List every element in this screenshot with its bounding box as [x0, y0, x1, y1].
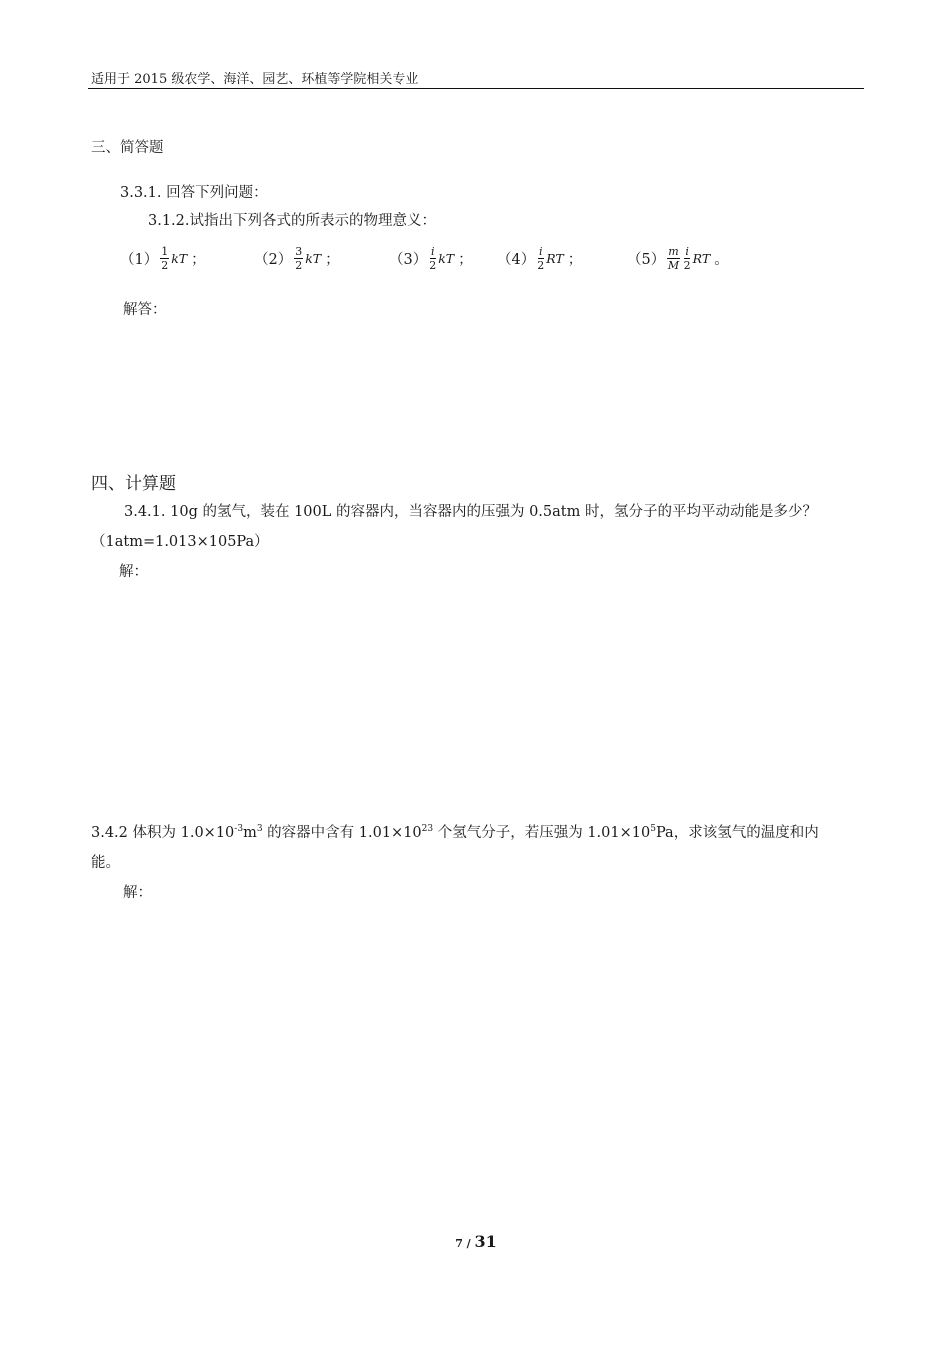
expr-item-2: （2） $\frac{3}{2}$ kT ；: [254, 245, 340, 272]
question-3-4-2-cont: 能。: [91, 855, 120, 871]
header-rule: [88, 88, 864, 89]
fraction: $\frac{1}{2}$: [161, 245, 169, 272]
expr-item-4: （4） $\frac{i}{2}$ RT ；: [497, 245, 583, 272]
answer-label: 解答：: [123, 302, 167, 318]
fraction: $\frac{3}{2}$: [295, 245, 303, 272]
solution-label-1: 解：: [119, 564, 148, 580]
question-3-4-1: 3.4.1. 10g 的氢气，装在 100L 的容器内，当容器内的压强为 0.5atm 时，氢分子的平均平动动能是多少？: [124, 504, 817, 520]
fraction: $\frac{i}{2}$: [683, 245, 691, 272]
question-3-4-1-note: （1atm=1.013×105Pa）: [91, 534, 269, 550]
expr-item-3: （3） $\frac{i}{2}$ kT ；: [389, 245, 473, 272]
question-3-4-2: 3.4.2 体积为 $1.0\times 10^{-3}m^3$ 的容器中含有 $1.01\times 10^{23}$ 个氢气分子，若压强为 $1.01\times 10^5Pa$，求该氢气的温度和内: [91, 824, 819, 841]
fraction: $\frac{i}{2}$: [429, 245, 437, 272]
question-3-3-1: 3.3.1. 回答下列问题：: [120, 185, 268, 201]
expr-item-5: （5） $\frac{m}{M}$ $\frac{i}{2}$ RT 。: [627, 245, 729, 272]
page-number: 7 / 31: [455, 1232, 497, 1251]
expr-item-1: （1） $\frac{1}{2}$ kT ；: [120, 245, 206, 272]
section-3-title: 三、简答题: [91, 140, 164, 156]
solution-label-2: 解：: [123, 885, 152, 901]
fraction: $\frac{m}{M}$: [667, 245, 680, 272]
question-3-1-2: 3.1.2.试指出下列各式的所表示的物理意义：: [148, 213, 437, 229]
section-4-title: 四、计算题: [91, 474, 176, 494]
page-header: 适用于 2015 级农学、海洋、园艺、环植等学院相关专业: [91, 72, 419, 87]
fraction: $\frac{i}{2}$: [537, 245, 545, 272]
